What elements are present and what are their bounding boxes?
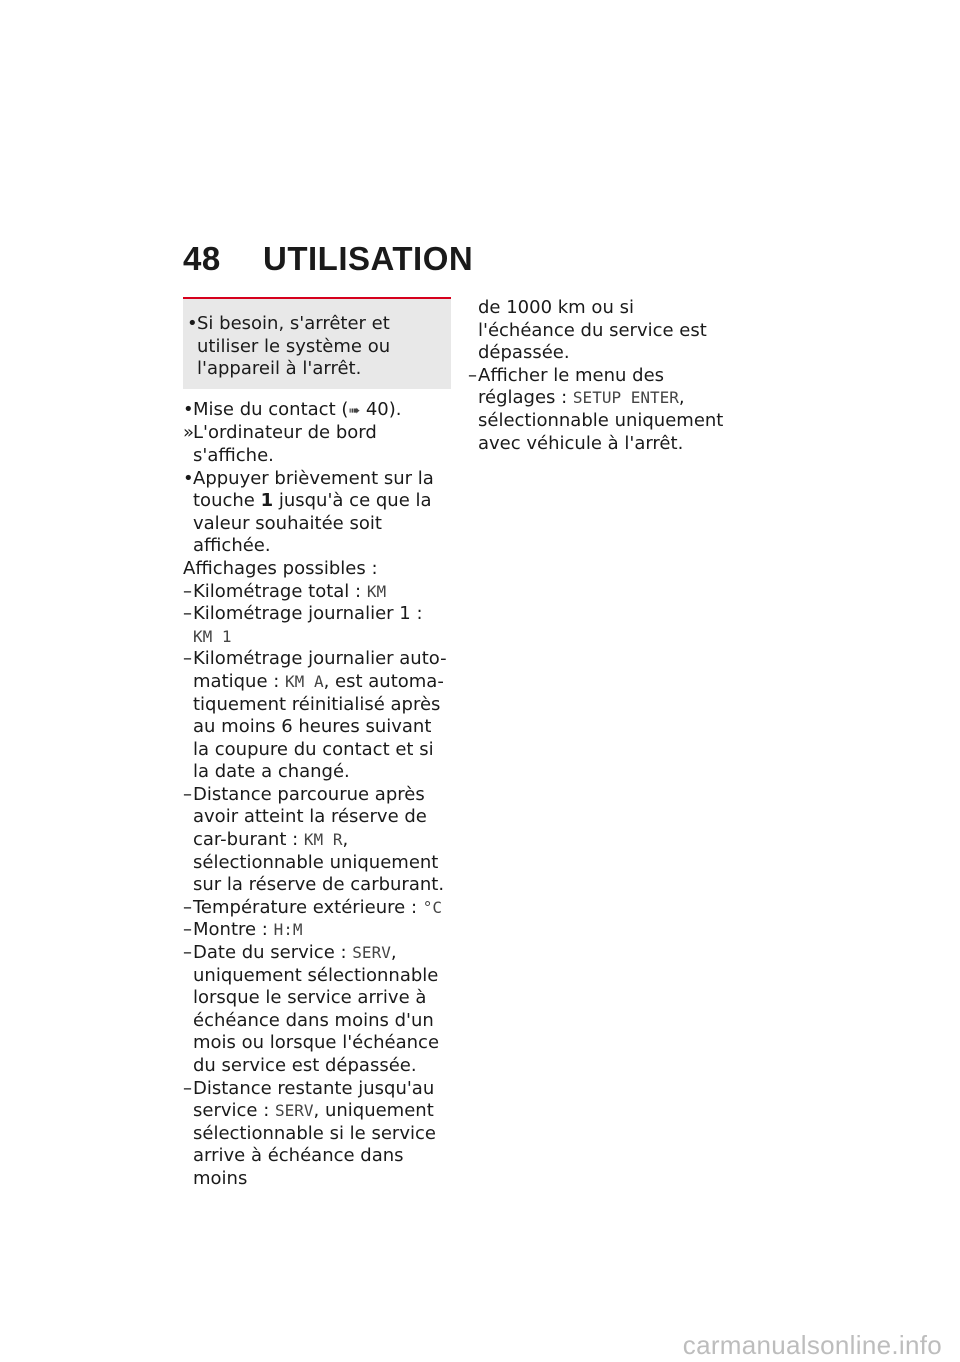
display-service-date: – Date du service : SERV, uniquement sélectionnable lorsque le service arrive à échéance dans moins d'un mois ou lorsque l'échéance du service est dépassée. <box>183 942 440 1076</box>
dash-icon: – <box>183 1077 192 1099</box>
dash-icon: – <box>183 648 192 670</box>
display-code: KM 1 <box>193 626 232 646</box>
display-trip-auto: – Kilométrage journalier auto-matique : KM A, est automa-tiquement réinitialisé après au moins 6 heures suivant la coupure du contact et si la date a changé. <box>183 648 447 783</box>
display-code: SERV <box>352 943 391 963</box>
display-code: H:M <box>273 920 303 940</box>
dash-icon: – <box>183 783 192 805</box>
display-total-km: – Kilométrage total : KM <box>183 580 387 602</box>
dash-icon: – <box>183 896 192 918</box>
page-header <box>183 240 473 278</box>
page-number: 48 <box>183 240 221 277</box>
dash-icon: – <box>183 580 192 602</box>
dash-icon: – <box>468 364 477 386</box>
displays-heading: Affichages possibles : <box>183 557 378 579</box>
dash-icon: – <box>183 603 192 625</box>
right-column <box>468 297 736 455</box>
safety-note <box>183 297 451 389</box>
display-service-distance-continued: de 1000 km ou si l'échéance du service est dépassée. <box>478 297 707 364</box>
display-code: °C <box>422 897 443 917</box>
display-service-distance: – Distance restante jusqu'au service : SERV, uniquement sélectionnable si le service arrive à échéance dans moins <box>183 1077 436 1189</box>
bullet-icon: • <box>183 398 194 420</box>
note-item <box>187 313 441 381</box>
page-reference-link[interactable]: 40). <box>365 398 402 420</box>
step-ignition: • Mise du contact (➠ 40). <box>183 398 402 420</box>
display-settings-menu: – Afficher le menu des réglages : SETUP ENTER, sélectionnable uniquement avec véhicule à l'arrêt. <box>468 364 724 454</box>
display-code: SETUP ENTER <box>572 388 679 408</box>
display-trip1: – Kilométrage journalier 1 : KM 1 <box>183 603 423 646</box>
display-code: KM <box>366 581 387 601</box>
step-press-button: • Appuyer brièvement sur la touche 1 jusqu'à ce que la valeur souhaitée soit affichée. <box>183 467 434 557</box>
note-text: Si besoin, s'arrêter et utiliser le système ou l'appareil à l'arrêt. <box>197 313 391 380</box>
left-column <box>183 297 451 1191</box>
display-code: KM R <box>303 830 343 850</box>
watermark: carmanualsonline.info <box>682 1330 942 1360</box>
bullet-icon: • <box>183 467 194 489</box>
display-reserve-distance: – Distance parcourue après avoir atteint la réserve de car-burant : KM R, sélectionnable uniquement sur la réserve de carburant. <box>183 783 445 896</box>
dash-icon: – <box>183 942 192 964</box>
dash-icon: – <box>183 919 192 941</box>
result-onboard-computer: » L'ordinateur de bord s'affiche. <box>183 422 377 466</box>
display-outside-temp: – Température extérieure : °C <box>183 896 443 918</box>
result-icon: » <box>183 422 195 444</box>
button-key: 1 <box>260 490 274 512</box>
display-code: KM A <box>285 671 324 691</box>
page-title: UTILISATION <box>263 240 474 277</box>
display-clock: – Montre : H:M <box>183 919 303 941</box>
reference-arrow-icon: ➠ <box>348 402 361 419</box>
display-code: SERV <box>274 1101 314 1121</box>
bullet-icon: • <box>187 313 198 334</box>
